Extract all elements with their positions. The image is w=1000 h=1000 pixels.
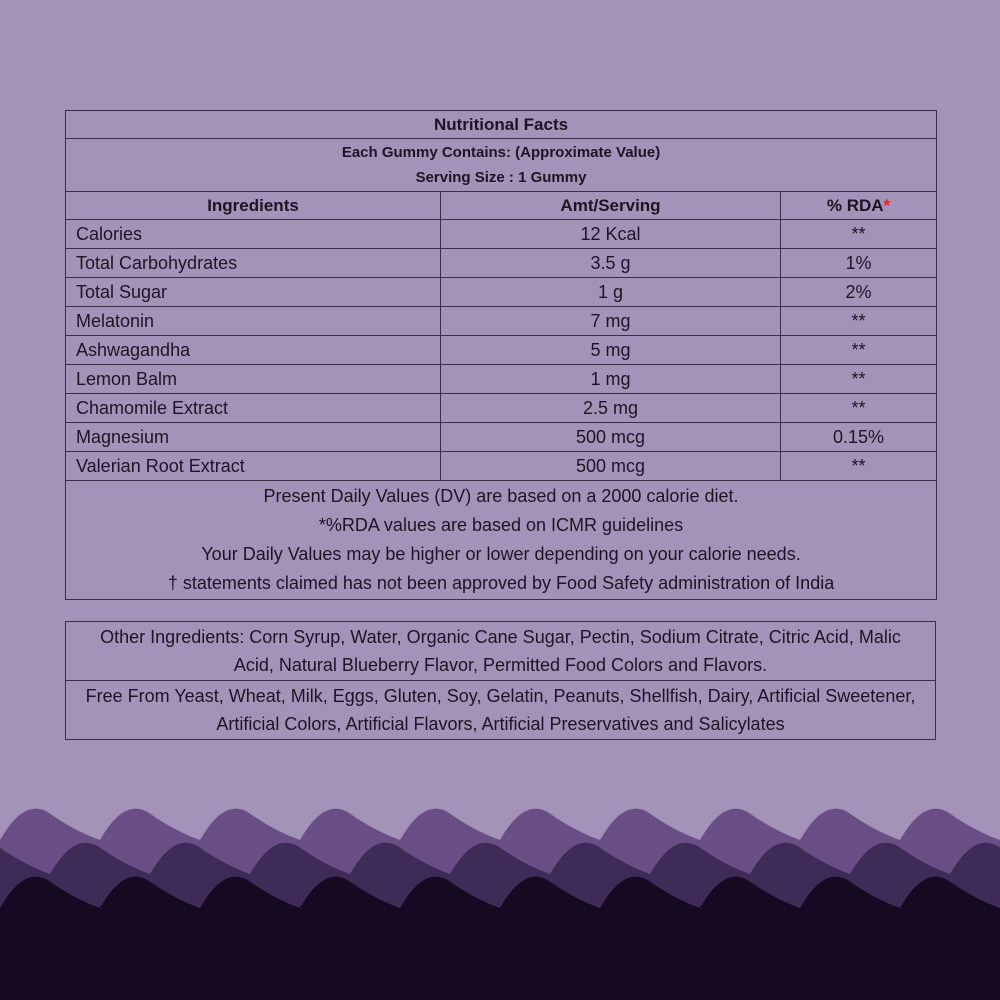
header-amount: Amt/Serving <box>441 192 781 220</box>
ingredient-name: Ashwagandha <box>66 336 441 365</box>
footnotes <box>66 481 937 600</box>
ingredient-name: Chamomile Extract <box>66 394 441 423</box>
other-ingredients-table <box>65 621 936 740</box>
table-row <box>66 394 937 423</box>
table-row <box>66 452 937 481</box>
nutrition-facts-table <box>65 110 937 600</box>
footnote-rda: *%RDA values are based on ICMR guidelines <box>318 515 684 535</box>
table-row <box>66 220 937 249</box>
ingredient-name: Total Carbohydrates <box>66 249 441 278</box>
ingredient-name: Lemon Balm <box>66 365 441 394</box>
ingredient-amount: 12 Kcal <box>441 220 781 249</box>
ingredient-amount: 2.5 mg <box>441 394 781 423</box>
ingredient-name: Calories <box>66 220 441 249</box>
ingredient-amount: 5 mg <box>441 336 781 365</box>
facts-title: Nutritional Facts <box>66 111 937 139</box>
ingredient-amount: 1 mg <box>441 365 781 394</box>
ingredient-amount: 500 mcg <box>441 452 781 481</box>
ingredient-amount: 3.5 g <box>441 249 781 278</box>
facts-subtitle <box>66 139 937 192</box>
table-row <box>66 365 937 394</box>
ingredient-rda: ** <box>781 365 937 394</box>
footnote-fssai: † statements claimed has not been approved by Food Safety administration of India <box>167 573 835 593</box>
free-from: Free From Yeast, Wheat, Milk, Eggs, Gluten, Soy, Gelatin, Peanuts, Shellfish, Dairy, Artificial Sweetener, Artificial Colors, Artificial Flavors, Artificial Preservatives and Salicylates <box>66 681 936 740</box>
table-row <box>66 278 937 307</box>
decorative-waves <box>0 780 1000 1000</box>
ingredient-amount: 1 g <box>441 278 781 307</box>
ingredient-amount: 500 mcg <box>441 423 781 452</box>
ingredient-rda: 1% <box>781 249 937 278</box>
ingredient-rda: ** <box>781 336 937 365</box>
serving-size: Serving Size : 1 Gummy <box>415 169 587 186</box>
other-ingredients: Other Ingredients: Corn Syrup, Water, Organic Cane Sugar, Pectin, Sodium Citrate, Citric Acid, Malic Acid, Natural Blueberry Flavor, Permitted Food Colors and Flavors. <box>66 622 936 681</box>
header-rda-label: % RDA <box>826 195 884 215</box>
ingredient-rda: 2% <box>781 278 937 307</box>
serving-description: Each Gummy Contains: (Approximate Value) <box>341 144 661 161</box>
footnote-dv: Present Daily Values (DV) are based on a 2000 calorie diet. <box>263 486 739 506</box>
ingredient-rda: ** <box>781 307 937 336</box>
rda-asterisk: * <box>883 195 891 215</box>
ingredient-rda: 0.15% <box>781 423 937 452</box>
table-row <box>66 307 937 336</box>
ingredient-rda: ** <box>781 452 937 481</box>
ingredient-amount: 7 mg <box>441 307 781 336</box>
table-row <box>66 423 937 452</box>
table-row <box>66 249 937 278</box>
ingredient-name: Valerian Root Extract <box>66 452 441 481</box>
ingredient-rda: ** <box>781 394 937 423</box>
ingredient-name: Total Sugar <box>66 278 441 307</box>
table-row <box>66 336 937 365</box>
ingredient-rda: ** <box>781 220 937 249</box>
ingredient-name: Melatonin <box>66 307 441 336</box>
footnote-calorie-needs: Your Daily Values may be higher or lower depending on your calorie needs. <box>201 544 801 564</box>
header-rda <box>781 192 937 220</box>
ingredient-name: Magnesium <box>66 423 441 452</box>
header-ingredients: Ingredients <box>66 192 441 220</box>
